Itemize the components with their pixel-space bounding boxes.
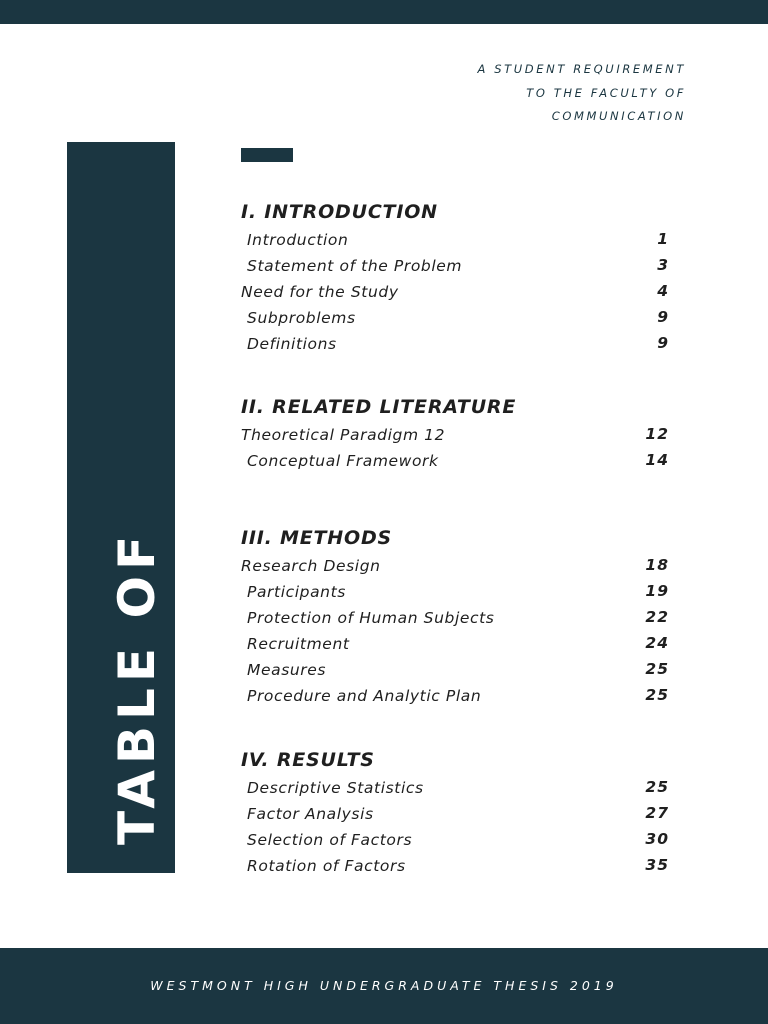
entry-page-number: 18 [645, 556, 669, 574]
toc-entry[interactable] [241, 309, 669, 335]
section-title: III. METHODS [241, 527, 392, 549]
entry-label: Need for the Study [241, 283, 399, 301]
entry-page-number: 9 [657, 308, 669, 326]
subtitle-line: A STUDENT REQUIREMENT [477, 62, 686, 76]
toc-entry[interactable] [241, 661, 669, 687]
entry-page-number: 12 [645, 425, 669, 443]
document-subtitle [478, 62, 686, 133]
accent-bar [241, 148, 293, 162]
entry-page-number: 35 [645, 856, 669, 874]
toc-entry[interactable] [241, 609, 669, 635]
footer-text: WESTMONT HIGH UNDERGRADUATE THESIS 2019 [150, 978, 618, 993]
entry-page-number: 27 [645, 804, 669, 822]
toc-entry[interactable] [241, 805, 669, 831]
entry-page-number: 3 [657, 256, 669, 274]
toc-entry[interactable] [241, 452, 669, 478]
entry-page-number: 14 [645, 451, 669, 469]
entry-page-number: 24 [645, 634, 669, 652]
entry-label: Statement of the Problem [247, 257, 463, 275]
entry-page-number: 22 [645, 608, 669, 626]
toc-section-related-literature [241, 396, 669, 478]
section-title: II. RELATED LITERATURE [241, 396, 517, 418]
toc-entry[interactable] [241, 779, 669, 805]
entry-label: Protection of Human Subjects [247, 609, 495, 627]
toc-entry[interactable] [241, 257, 669, 283]
entry-label: Factor Analysis [247, 805, 374, 823]
entry-label: Introduction [247, 231, 349, 249]
entry-label: Recruitment [247, 635, 350, 653]
toc-entry[interactable] [241, 426, 669, 452]
entry-label: Participants [247, 583, 346, 601]
entry-page-number: 25 [645, 686, 669, 704]
entry-page-number: 9 [657, 334, 669, 352]
entry-label: Definitions [247, 335, 337, 353]
toc-entry[interactable] [241, 335, 669, 361]
entry-label: Measures [247, 661, 327, 679]
entry-label: Procedure and Analytic Plan [247, 687, 482, 705]
section-title: IV. RESULTS [241, 749, 375, 771]
entry-page-number: 30 [645, 830, 669, 848]
entry-label: Conceptual Framework [247, 452, 439, 470]
section-title: I. INTRODUCTION [241, 201, 438, 223]
entry-page-number: 25 [645, 778, 669, 796]
toc-section-results [241, 749, 669, 883]
toc-entry[interactable] [241, 831, 669, 857]
toc-entry[interactable] [241, 283, 669, 309]
toc-section-introduction [241, 201, 669, 361]
sidebar-title: TABLE OF [108, 529, 166, 845]
toc-entry[interactable] [241, 857, 669, 883]
entry-label: Research Design [241, 557, 381, 575]
entry-page-number: 19 [645, 582, 669, 600]
toc-section-methods [241, 527, 669, 713]
toc-entry[interactable] [241, 687, 669, 713]
subtitle-line: TO THE FACULTY OF [526, 85, 686, 100]
entry-label: Theoretical Paradigm 12 [241, 426, 446, 444]
toc-entry[interactable] [241, 583, 669, 609]
entry-page-number: 25 [645, 660, 669, 678]
entry-label: Rotation of Factors [247, 857, 406, 875]
toc-entry[interactable] [241, 557, 669, 583]
toc-entry[interactable] [241, 635, 669, 661]
subtitle-line: COMMUNICATION [551, 109, 686, 123]
entry-label: Selection of Factors [247, 831, 413, 849]
toc-entry[interactable] [241, 231, 669, 257]
entry-label: Subproblems [247, 309, 356, 327]
top-banner [0, 0, 768, 24]
entry-page-number: 4 [657, 282, 669, 300]
entry-page-number: 1 [657, 230, 669, 248]
entry-label: Descriptive Statistics [247, 779, 424, 797]
